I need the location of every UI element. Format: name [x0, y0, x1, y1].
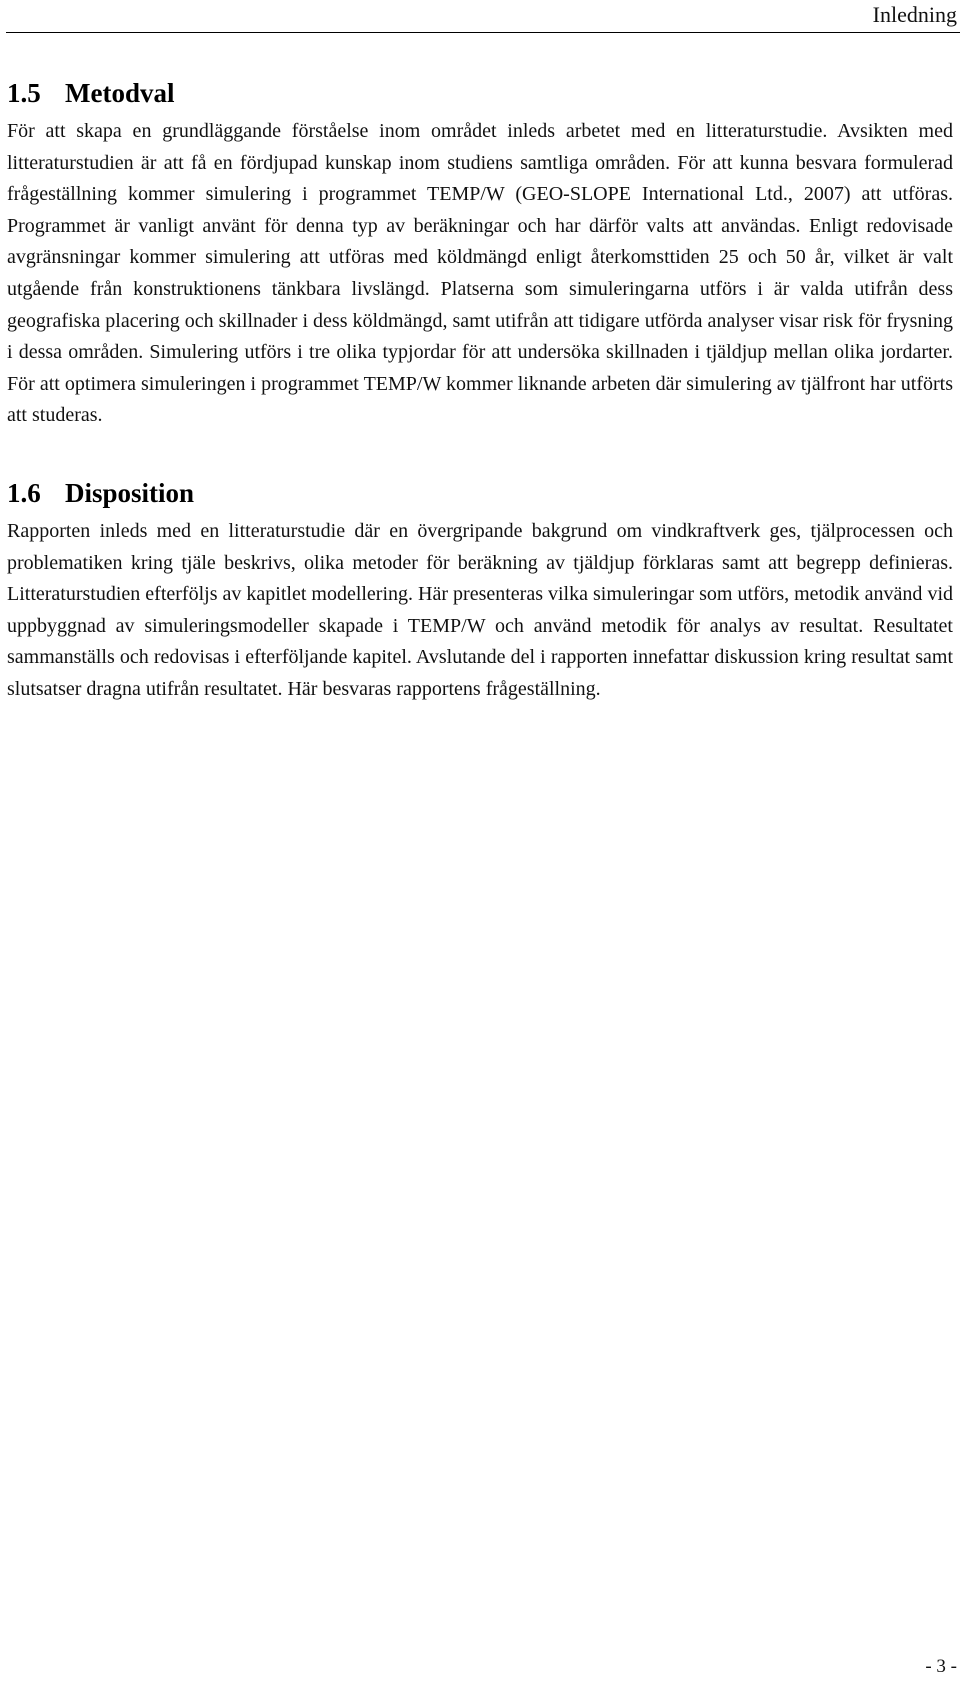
section-metodval — [7, 74, 953, 432]
running-header — [0, 0, 960, 34]
section-disposition — [7, 474, 953, 706]
section-heading — [7, 74, 953, 112]
running-header-title: Inledning — [872, 2, 957, 27]
section-title: Metodval — [65, 78, 175, 108]
page-number: - 3 - — [925, 1656, 957, 1677]
document-body — [7, 74, 953, 706]
section-paragraph: För att skapa en grundläggande förståelse inom området inleds arbetet med en litteraturstudie. Avsikten med litteraturstudien är att få en fördjupad kunskap inom studiens samtliga områden. För att kunna besvara formulerad frågeställning kommer simulering i programmet TEMP/W (GEO-SLOPE International Ltd., 2007) att utföras. Programmet är vanligt använt för denna typ av beräkningar och har därför valts att användas. Enligt redovisade avgränsningar kommer simulering att utföras med köldmängd enligt återkomsttiden 25 och 50 år, vilket är valt utgående från konstruktionens tänkbara livslängd. Platserna som simuleringarna utförs i är valda utifrån dess geografiska placering och skillnader i dess köldmängd, samt utifrån att tidigare utförda analyser visar risk för frysning i dessa områden. Simulering utförs i tre olika typjordar för att undersöka skillnaden i tjäldjup mellan olika jordarter. För att optimera simuleringen i programmet TEMP/W kommer liknande arbeten där simulering av tjälfront har utförts att studeras. — [7, 120, 953, 427]
section-number: 1.5 — [7, 78, 41, 108]
section-heading — [7, 474, 953, 512]
section-title: Disposition — [65, 477, 195, 508]
section-paragraph: Rapporten inleds med en litteraturstudie där en övergripande bakgrund om vindkraftverk ges, tjälprocessen och problematiken kring tjäle beskrivs, olika metoder för beräkning av tjäldjup förklaras samt att begrepp definieras. Litteraturstudien efterföljs av kapitlet modellering. Här presenteras vilka simuleringar som utförs, metodik använd vid uppbyggnad av simuleringsmodeller skapade i TEMP/W och använd metodik för analys av resultat. Resultatet sammanställs och redovisas i efterföljande kapitel. Avslutande del i rapporten innefattar diskussion kring resultat samt slutsatser dragna utifrån resultatet. Här besvaras rapportens frågeställning. — [7, 519, 953, 700]
header-rule — [6, 32, 960, 33]
section-number: 1.6 — [7, 477, 41, 508]
